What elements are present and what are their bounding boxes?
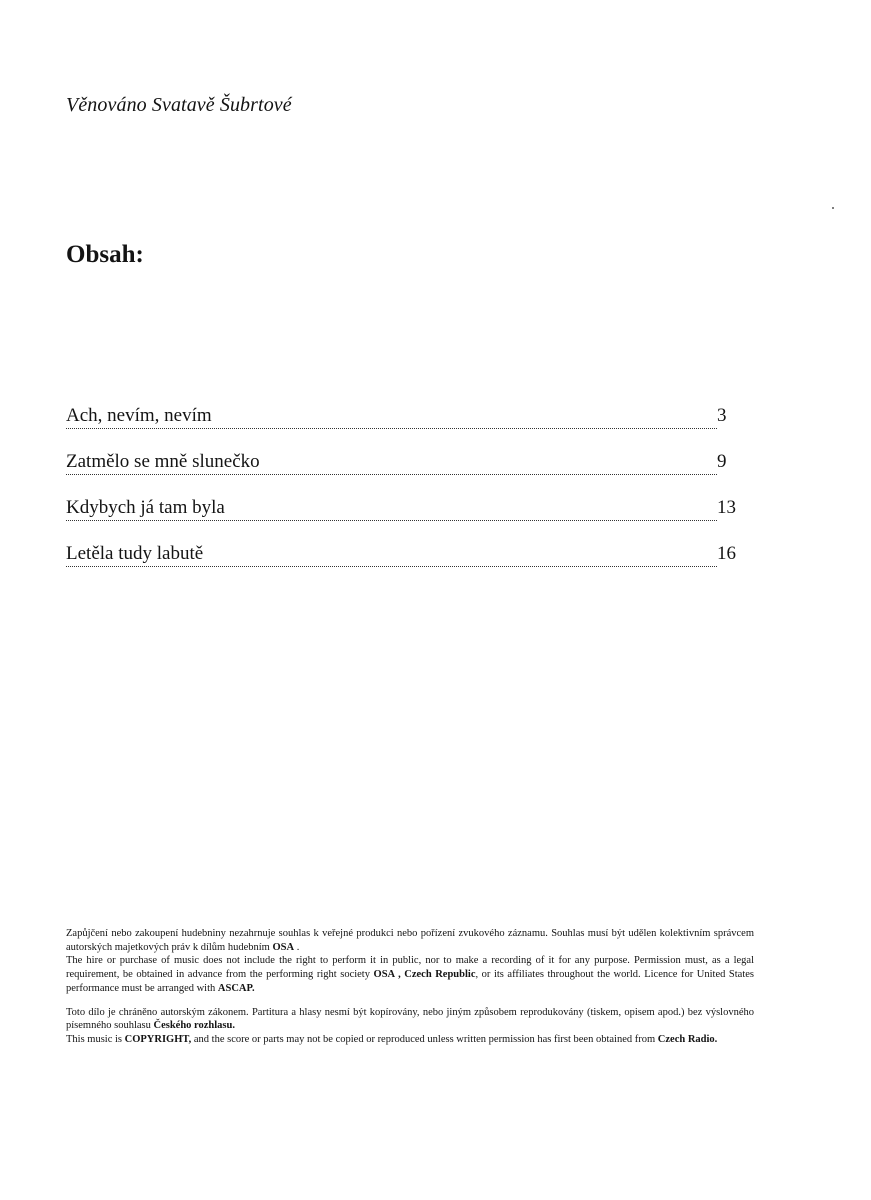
toc-entry-title: Zatmělo se mně slunečko xyxy=(66,451,260,472)
toc-entry-page: 9 xyxy=(717,451,727,472)
notice-copyright: COPYRIGHT, xyxy=(124,1033,192,1045)
notice-text: The hire or purchase of music does not include the right to perform it in public, nor to make a recording of it for any purpose. Permission must, as a legal requirement, be obtained in advance from the performing right society xyxy=(66,955,754,981)
copyright-notice xyxy=(66,927,754,1047)
toc-entry-title: Letěla tudy labutě xyxy=(66,543,204,564)
dot-leader xyxy=(66,566,717,567)
notice-text: . xyxy=(294,941,300,953)
notice-paragraph-en xyxy=(66,954,754,995)
notice-czech-radio: Czech Radio. xyxy=(657,1033,718,1045)
copyright-paragraph-cz xyxy=(66,1006,754,1033)
dedication: Věnováno Svatavě Šubrtové xyxy=(66,94,292,116)
toc-entry xyxy=(66,451,742,497)
dot-leader xyxy=(66,520,717,521)
dot-leader xyxy=(66,428,717,429)
toc-entry-title: Ach, nevím, nevím xyxy=(66,405,212,426)
toc-entry xyxy=(66,405,742,451)
copyright-paragraph-en xyxy=(66,1033,754,1047)
notice-text: Zapůjčení nebo zakoupení hudebniny nezahrnuje souhlas k veřejné produkci nebo pořízení zvukového záznamu. Souhlas musí být udělen kolektivním správcem autorských majetkových práv k dílům hudebním xyxy=(66,928,754,953)
dot-leader xyxy=(66,474,717,475)
toc-entry-page: 13 xyxy=(717,497,736,518)
notice-text: Toto dílo je chráněno autorským zákonem. Partitura a hlasy nesmí být kopírovány, nebo jiným způsobem reprodukovány (tiskem, opisem apod.) bez výslovného písemného souhlasu xyxy=(66,1006,754,1032)
notice-text: , or its affiliates throughout the world. Licence for United States performance must be arranged with xyxy=(66,969,754,994)
notice-text: and the score or parts may not be copied or reproduced unless written permission has first been obtained from xyxy=(191,1033,658,1045)
toc-entry xyxy=(66,497,742,543)
toc-entry xyxy=(66,543,742,589)
table-of-contents xyxy=(66,405,742,589)
toc-entry-title: Kdybych já tam byla xyxy=(66,497,225,518)
notice-paragraph-cz xyxy=(66,927,754,954)
toc-entry-page: 3 xyxy=(717,405,727,426)
notice-osa: OSA , Czech Republic xyxy=(373,969,476,981)
toc-heading: Obsah: xyxy=(66,241,144,268)
scan-speck xyxy=(832,207,834,209)
notice-cesky-rozhlas: Českého rozhlasu. xyxy=(153,1020,235,1032)
notice-ascap: ASCAP. xyxy=(217,982,255,994)
toc-entry-page: 16 xyxy=(717,543,736,564)
notice-osa: OSA xyxy=(272,941,295,953)
notice-text: This music is xyxy=(66,1033,125,1045)
